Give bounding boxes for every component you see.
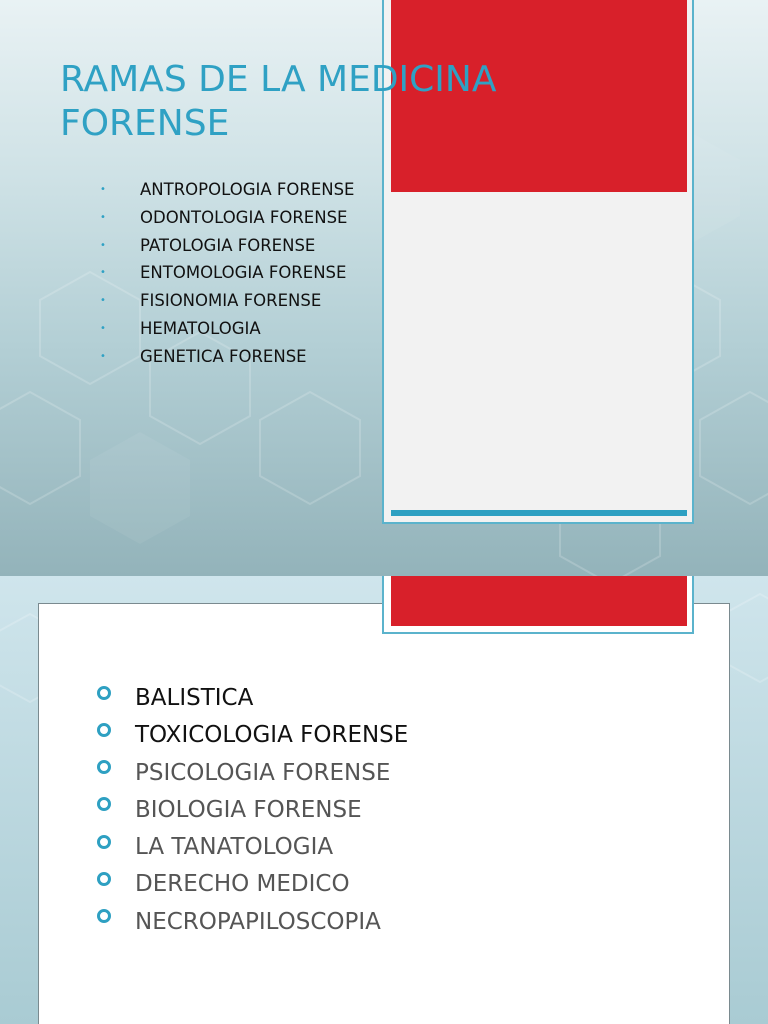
list-item xyxy=(100,315,354,343)
list-item xyxy=(100,287,354,315)
list-item-label: PATOLOGIA FORENSE xyxy=(140,235,316,255)
title-line-1: RAMAS DE LA MEDICINA xyxy=(60,59,497,100)
bullet-icon: • xyxy=(100,350,106,362)
bullet-icon: • xyxy=(100,295,106,307)
bullet-icon: • xyxy=(100,211,106,223)
list-item-label: TOXICOLOGIA FORENSE xyxy=(135,722,409,749)
list-item-label: NECROPAPILOSCOPIA xyxy=(135,908,381,935)
list-item xyxy=(97,904,408,941)
circle-bullet-icon xyxy=(97,797,111,811)
circle-bullet-icon xyxy=(97,723,111,737)
list-item xyxy=(97,829,408,866)
circle-bullet-icon xyxy=(97,760,111,774)
list-item-label: BALISTICA xyxy=(135,685,254,711)
decorative-panel xyxy=(382,576,694,634)
list-item-label: PSICOLOGIA FORENSE xyxy=(135,759,391,786)
list-item xyxy=(100,232,354,260)
list-item-label: HEMATOLOGIA xyxy=(140,318,261,338)
bullet-icon: • xyxy=(100,322,106,334)
bullet-icon: • xyxy=(100,239,106,251)
list-item xyxy=(100,259,354,287)
list-item xyxy=(97,792,408,829)
list-item-label: LA TANATOLOGIA xyxy=(135,834,334,861)
bullet-icon: • xyxy=(100,184,106,195)
list-item-label: DERECHO MEDICO xyxy=(135,871,350,898)
list-item xyxy=(100,204,354,232)
circle-bullet-icon xyxy=(97,835,111,849)
title-line-2: FORENSE xyxy=(60,103,230,144)
list-item-label: BIOLOGIA FORENSE xyxy=(135,796,362,823)
slide-2 xyxy=(0,576,768,1024)
list-item xyxy=(100,343,354,371)
list-item xyxy=(97,717,408,754)
list-item-label: GENETICA FORENSE xyxy=(140,346,307,366)
slide-title xyxy=(60,58,580,146)
list-item-label: ANTROPOLOGIA FORENSE xyxy=(140,180,355,199)
list-item-label: ENTOMOLOGIA FORENSE xyxy=(140,263,347,283)
content-card xyxy=(38,603,730,1024)
bullet-icon: • xyxy=(100,267,106,279)
list-item xyxy=(100,176,354,204)
circle-bullet-icon xyxy=(97,872,111,886)
circle-bullet-icon xyxy=(97,909,111,923)
list-item xyxy=(97,680,408,717)
circle-bullet-icon xyxy=(97,686,111,700)
list-item-label: FISIONOMIA FORENSE xyxy=(140,291,322,311)
list-item-label: ODONTOLOGIA FORENSE xyxy=(140,207,348,227)
branches-list xyxy=(100,176,354,371)
blue-accent-line xyxy=(391,510,687,516)
list-item xyxy=(97,755,408,792)
list-item xyxy=(97,866,408,903)
branches-list-continued xyxy=(97,680,408,941)
red-block xyxy=(391,576,687,626)
